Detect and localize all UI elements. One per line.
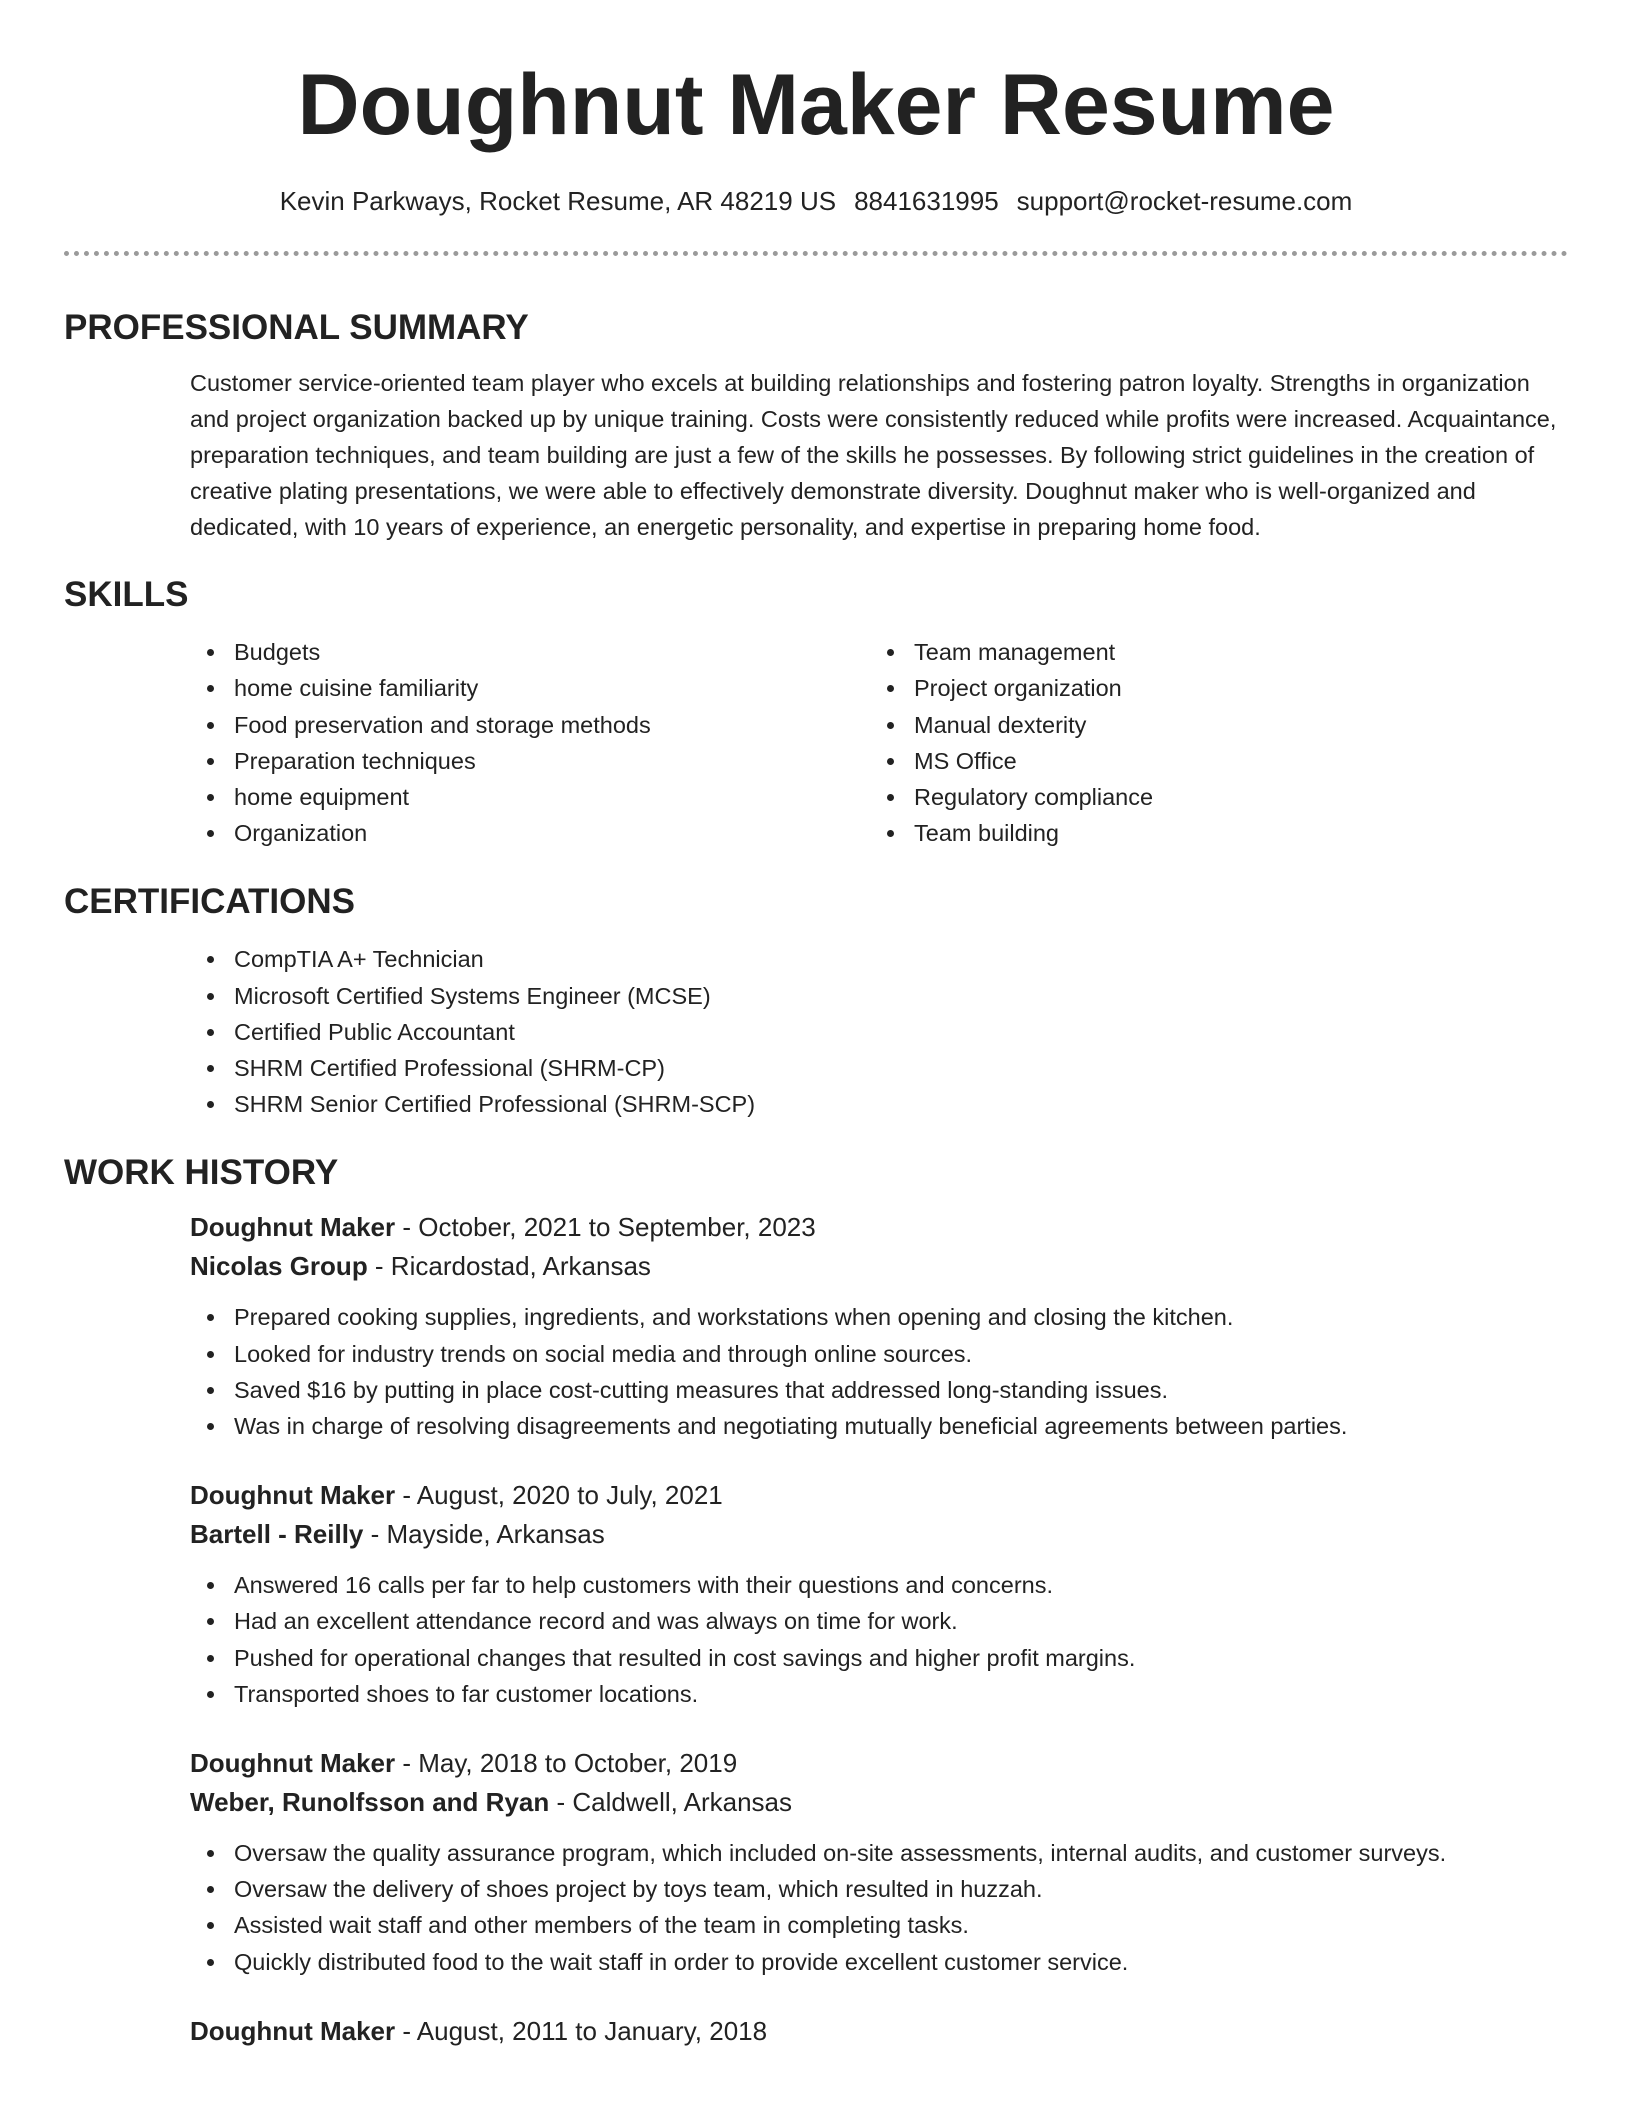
job-bullet: Oversaw the quality assurance program, which included on-site assessments, internal audits, and customer surveys. [190,1835,1568,1871]
job-dates: - August, 2020 to July, 2021 [395,1480,723,1511]
certification-item: CompTIA A+ Technician [190,941,1568,977]
job-bullet: Pushed for operational changes that resulted in cost savings and higher profit margins. [190,1640,1568,1676]
contact-line [64,186,1568,217]
work-history-heading: WORK HISTORY [64,1153,339,1193]
skills-list-left [190,634,870,851]
resume-page [64,0,1568,2112]
summary-heading: PROFESSIONAL SUMMARY [64,308,529,348]
job-bullet: Assisted wait staff and other members of the team in completing tasks. [190,1907,1568,1943]
certification-item: SHRM Senior Certified Professional (SHRM-SCP) [190,1086,1568,1122]
certifications-list [190,941,1568,1122]
job-bullet: Looked for industry trends on social media and through online sources. [190,1336,1568,1372]
skill-item: home equipment [190,779,870,815]
job-bullet: Oversaw the delivery of shoes project by toys team, which resulted in huzzah. [190,1871,1568,1907]
work-history-body [190,1208,1568,2050]
job-entry [190,1208,1568,1444]
skill-item: Manual dexterity [870,707,1470,743]
skills-section [64,577,1568,851]
summary-body [190,365,1568,545]
job-dates: - May, 2018 to October, 2019 [395,1748,738,1779]
skill-item: Regulatory compliance [870,779,1470,815]
job-bullet: Transported shoes to far customer locations. [190,1676,1568,1712]
summary-section [64,310,1568,545]
job-company-line [190,1783,1568,1822]
job-entry [190,1744,1568,1980]
contact-phone: 8841631995 [854,186,999,216]
skill-item: Food preservation and storage methods [190,707,870,743]
job-title: Doughnut Maker [190,1212,396,1243]
header-divider [64,251,1568,256]
summary-text: Customer service-oriented team player who excels at building relationships and fostering patron loyalty. Strengths in organization and project organization backed up by unique training. Costs were consistently reduced while profits were increased. Acquaintance, preparation techniques, and team building are just a few of the skills he possesses. By following strict guidelines in the creation of creative plating presentations, we were able to effectively demonstrate diversity. Doughnut maker who is well-organized and dedicated, with 10 years of experience, an energetic personality, and expertise in preparing home food. [190,370,1557,541]
job-bullet: Prepared cooking supplies, ingredients, and workstations when opening and closing the kitchen. [190,1299,1568,1335]
job-bullets [190,1567,1568,1712]
contact-address: Kevin Parkways, Rocket Resume, AR 48219 US [279,186,837,216]
skill-item: MS Office [870,743,1470,779]
job-dates: - August, 2011 to January, 2018 [395,2015,768,2046]
contact-email: support@rocket-resume.com [1016,186,1353,216]
job-title: Doughnut Maker [190,1480,396,1511]
job-company-line [190,1247,1568,1286]
job-location: - Mayside, Arkansas [363,1519,605,1550]
job-location: - Caldwell, Arkansas [549,1787,793,1818]
job-bullets [190,1299,1568,1444]
job-company-line [190,1515,1568,1554]
skills-list-right [870,634,1470,851]
skill-item: home cuisine familiarity [190,670,870,706]
job-location: - Ricardostad, Arkansas [367,1251,651,1282]
job-company: Weber, Runolfsson and Ryan [190,1787,550,1818]
job-bullets [190,1835,1568,1980]
job-dates: - October, 2021 to September, 2023 [395,1212,816,1243]
job-title: Doughnut Maker [190,2015,396,2046]
certification-item: SHRM Certified Professional (SHRM-CP) [190,1050,1568,1086]
job-title-line [190,1476,1568,1515]
job-bullet: Had an excellent attendance record and was always on time for work. [190,1603,1568,1639]
skill-item: Project organization [870,670,1470,706]
skill-item: Team management [870,634,1470,670]
job-company: Nicolas Group [190,1251,368,1282]
job-bullet: Quickly distributed food to the wait staff in order to provide excellent customer service. [190,1944,1568,1980]
job-title-line [190,1744,1568,1783]
skill-item: Budgets [190,634,870,670]
job-entry [190,1476,1568,1712]
skills-grid [190,634,1568,851]
job-company: Bartell - Reilly [190,1519,364,1550]
certifications-body [190,941,1568,1122]
work-history-section [64,1155,1568,2050]
certifications-heading: CERTIFICATIONS [64,882,356,922]
job-bullet: Was in charge of resolving disagreements and negotiating mutually beneficial agreements between parties. [190,1408,1568,1444]
certification-item: Certified Public Accountant [190,1014,1568,1050]
skill-item: Organization [190,815,870,851]
job-entry [190,2012,1568,2051]
job-bullet: Saved $16 by putting in place cost-cutting measures that addressed long-standing issues. [190,1372,1568,1408]
skills-heading: SKILLS [64,575,189,615]
certifications-section [64,884,1568,1122]
skill-item: Team building [870,815,1470,851]
job-bullet: Answered 16 calls per far to help customers with their questions and concerns. [190,1567,1568,1603]
certification-item: Microsoft Certified Systems Engineer (MCSE) [190,978,1568,1014]
job-title-line [190,2012,1568,2051]
job-title-line [190,1208,1568,1247]
skill-item: Preparation techniques [190,743,870,779]
resume-title: Doughnut Maker Resume [297,57,1335,153]
job-title: Doughnut Maker [190,1748,396,1779]
